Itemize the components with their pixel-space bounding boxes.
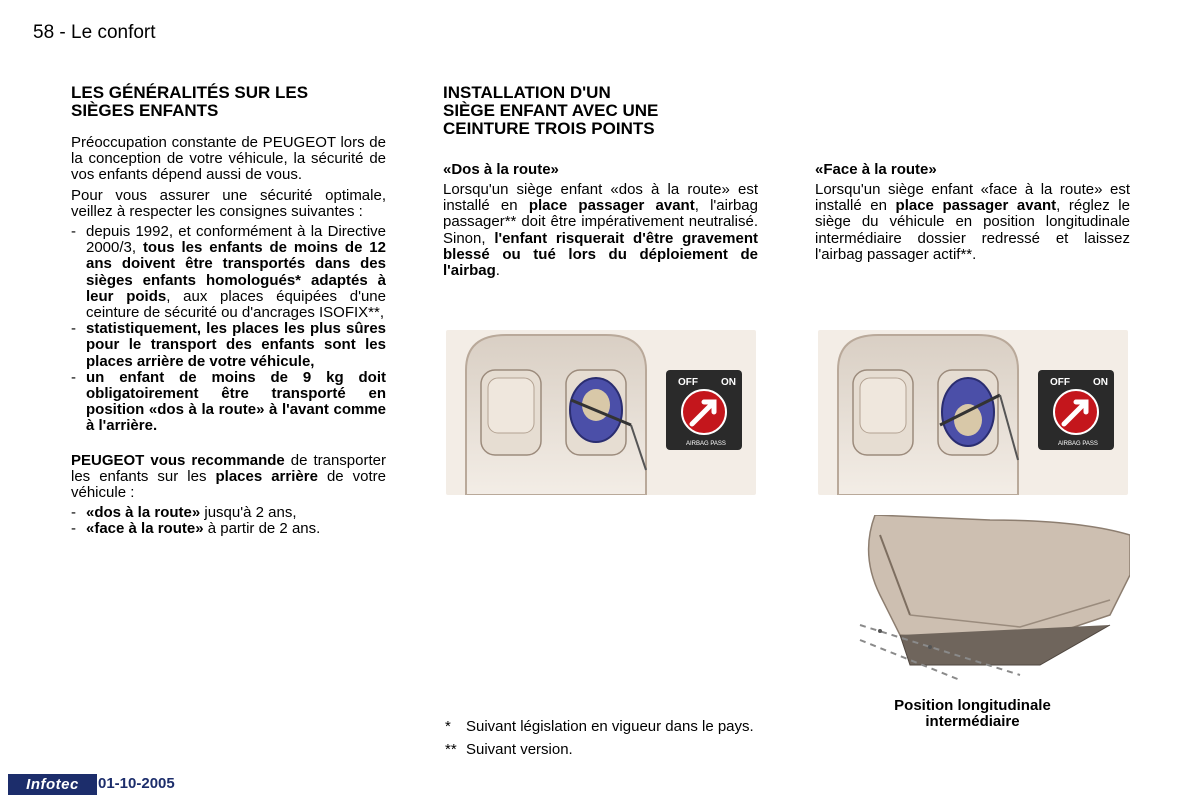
section-title: Le confort <box>71 22 156 43</box>
footnote: ** Suivant version. <box>445 740 573 758</box>
list-dash: - <box>71 520 76 538</box>
airbag-panel-label: AIRBAG PASS <box>1058 441 1098 447</box>
general-safety-paragraph: Pour vous assurer une sécurité optimale, veillez à respecter les consignes suivantes : <box>71 186 386 220</box>
airbag-on-label: ON <box>1093 377 1108 388</box>
airbag-on-label: ON <box>721 377 736 388</box>
list-dash: - <box>71 223 76 241</box>
airbag-panel-label: AIRBAG PASS <box>686 441 726 447</box>
general-title <box>71 84 386 120</box>
rear-facing-paragraph: Lorsqu'un siège enfant «dos à la route» est installé en place passager avant, l'airbag passager** doit être impérativement neutralisé. Sinon, l'enfant risquerait d'être gravement blessé ou tué lors du déploiement de l'airbag. <box>443 181 758 280</box>
infotec-logo: Infotec <box>8 774 97 795</box>
car-topview-rear-facing-image <box>446 330 756 495</box>
airbag-off-label: OFF <box>1050 377 1070 388</box>
page-header <box>33 22 156 44</box>
general-rules-list <box>71 224 386 435</box>
forward-facing-illustration <box>818 330 1128 495</box>
forward-facing-subtitle: «Face à la route» <box>815 161 937 178</box>
general-intro-paragraph: Préoccupation constante de PEUGEOT lors de la conception de votre véhicule, la sécurité de vos enfants dépend aussi de vous. <box>71 134 386 184</box>
footnote-mark: ** <box>445 740 457 758</box>
footnote-mark: * <box>445 718 451 735</box>
rear-facing-section <box>443 161 758 279</box>
seat-position-caption: Position longitudinale intermédiaire <box>894 697 1051 730</box>
footnote: * Suivant législation en vigueur dans le pays. <box>445 718 754 735</box>
recommendation-paragraph: PEUGEOT vous recommande de transporter les enfants sur les places arrière de votre véhicule : <box>71 451 386 502</box>
list-dash: - <box>71 320 76 338</box>
forward-facing-paragraph: Lorsqu'un siège enfant «face à la route» est installé en place passager avant, réglez le siège du véhicule en position longitudinale intermédiaire dossier redressé et laissez l'airbag passager actif**. <box>815 181 1130 263</box>
rear-facing-illustration <box>446 330 756 495</box>
seat-side-view-image <box>840 515 1130 685</box>
list-item: - «face à la route» à partir de 2 ans. <box>71 520 321 538</box>
installation-title: INSTALLATION D'UN SIÈGE ENFANT AVEC UNE CEINTURE TROIS POINTS <box>443 83 659 138</box>
footnotes <box>445 719 760 758</box>
page-number: 58 <box>33 22 55 43</box>
general-title-line2: SIÈGES ENFANTS <box>71 101 219 120</box>
recommendation-list <box>71 505 386 537</box>
forward-facing-section <box>815 161 1130 263</box>
footer-date: 01-10-2005 <box>98 775 175 792</box>
column-installation <box>443 84 758 138</box>
list-item: - un enfant de moins de 9 kg doit obligatoirement être transporté en position «dos à la route» à l'avant comme à l'arrière. <box>71 368 386 435</box>
list-item: - «dos à la route» jusqu'à 2 ans, <box>71 504 297 522</box>
seat-position-illustration <box>840 515 1130 685</box>
header-separator: - <box>59 22 66 43</box>
list-dash: - <box>71 368 76 386</box>
general-title-line1: LES GÉNÉRALITÉS SUR LES <box>71 83 309 102</box>
car-topview-forward-facing-image <box>818 330 1128 495</box>
rear-facing-subtitle: «Dos à la route» <box>443 161 559 178</box>
list-item: - statistiquement, les places les plus sûres pour le transport des enfants sont les places arrière de votre véhicule, <box>71 320 386 370</box>
list-dash: - <box>71 504 76 522</box>
list-item: - depuis 1992, et conformément à la Directive 2000/3, tous les enfants de moins de 12 ans doivent être transportés dans des sièges enfants homologués* adaptés à leur poids, aux places équipées d'une ceinture de sécurité ou d'ancrages ISOFIX**, <box>71 223 386 322</box>
column-general <box>71 84 386 538</box>
airbag-off-label: OFF <box>678 377 698 388</box>
